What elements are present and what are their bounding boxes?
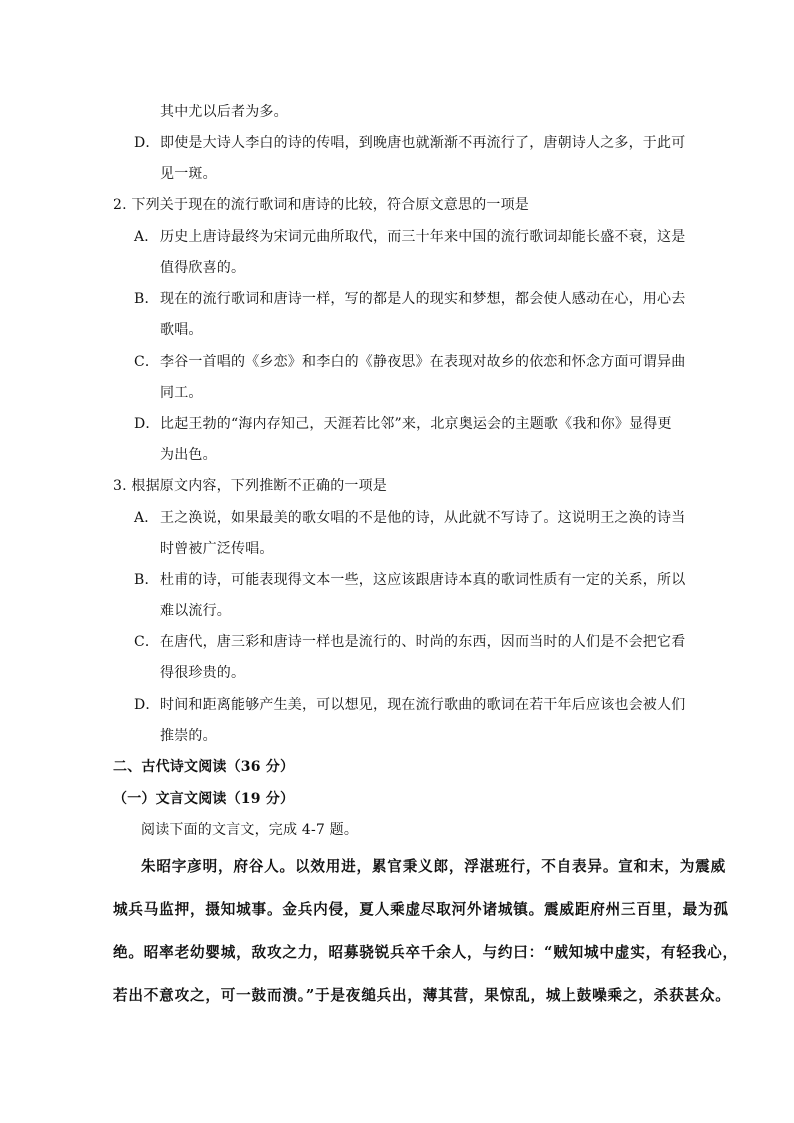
q2-option-b-line2: 歌唱。: [160, 322, 203, 338]
passage-line-3: 绝。昭率老幼婴城，敌攻之力，昭募骁锐兵卒千余人，与约曰：“贼知城中虚实，有轻我心，: [113, 944, 738, 961]
q1-option-d-line2: 见一斑。: [160, 166, 217, 182]
q2-option-c-line2: 同工。: [160, 385, 203, 401]
q3-option-a-label: A．: [134, 510, 159, 526]
q2-option-a-line1: 历史上唐诗最终为宋词元曲所取代，而三十年来中国的流行歌词却能长盛不衰，这是: [160, 229, 686, 245]
q3-option-a-line2: 时曾被广泛传唱。: [160, 541, 274, 557]
subsection-heading: （一）文言文阅读（19 分）: [113, 791, 295, 807]
q3-option-b-line1: 杜甫的诗，可能表现得文本一些，这应该跟唐诗本真的歌词性质有一定的关系，所以: [160, 572, 686, 588]
q2-option-d-line1: 比起王勃的“海内存知己，天涯若比邻”来，北京奥运会的主题歌《我和你》显得更: [160, 416, 672, 432]
q2-option-a-label: A．: [134, 229, 159, 245]
q1-option-d-label: D．: [134, 135, 160, 151]
q2-option-d-label: D．: [134, 416, 160, 432]
q3-option-d-label: D．: [134, 697, 160, 713]
q3-option-d-line1: 时间和距离能够产生美，可以想见，现在流行歌曲的歌词在若干年后应该也会被人们: [160, 697, 686, 713]
q2-option-b-line1: 现在的流行歌词和唐诗一样，写的都是人的现实和梦想，都会使人感动在心，用心去: [160, 291, 686, 307]
q3-option-a-line1: 王之涣说，如果最美的歌女唱的不是他的诗，从此就不写诗了。这说明王之涣的诗当: [160, 510, 686, 526]
q1-continuation: 其中尤以后者为多。: [160, 104, 288, 120]
reading-instruction: 阅读下面的文言文，完成 4-7 题。: [141, 822, 359, 838]
q3-option-d-line2: 推崇的。: [160, 728, 217, 744]
q3-option-c-line1: 在唐代，唐三彩和唐诗一样也是流行的、时尚的东西，因而当时的人们是不会把它看: [160, 634, 686, 650]
passage-line-2: 城兵马监押，摄知城事。金兵内侵，夏人乘虚尽取河外诸城镇。震威距府州三百里，最为孤: [113, 901, 729, 918]
q3-option-c-line2: 得很珍贵的。: [160, 665, 246, 681]
q3-option-b-line2: 难以流行。: [160, 603, 231, 619]
q2-stem: 2. 下列关于现在的流行歌词和唐诗的比较，符合原文意思的一项是: [113, 197, 530, 213]
q2-option-d-line2: 为出色。: [160, 447, 217, 463]
section-heading: 二、古代诗文阅读（36 分）: [113, 759, 295, 775]
q2-option-c-label: C．: [134, 354, 160, 370]
passage-line-4: 若出不意攻之，可一鼓而溃。”于是夜缒兵出，薄其营，果惊乱，城上鼓噪乘之，杀获甚众。: [113, 987, 731, 1004]
q3-stem: 3. 根据原文内容，下列推断不正确的一项是: [113, 478, 388, 494]
q2-option-c-line1: 李谷一首唱的《乡恋》和李白的《静夜思》在表现对故乡的依恋和怀念方面可谓异曲: [160, 354, 686, 370]
q1-option-d-line1: 即使是大诗人李白的诗的传唱，到晚唐也就渐渐不再流行了，唐朝诗人之多，于此可: [160, 135, 686, 151]
q2-option-a-line2: 值得欣喜的。: [160, 260, 246, 276]
passage-line-1: 朱昭字彦明，府谷人。以效用进，累官秉义郎，浮湛班行，不自表异。宣和末，为震威: [141, 858, 726, 875]
q3-option-b-label: B．: [134, 572, 159, 588]
q3-option-c-label: C．: [134, 634, 160, 650]
q2-option-b-label: B．: [134, 291, 159, 307]
